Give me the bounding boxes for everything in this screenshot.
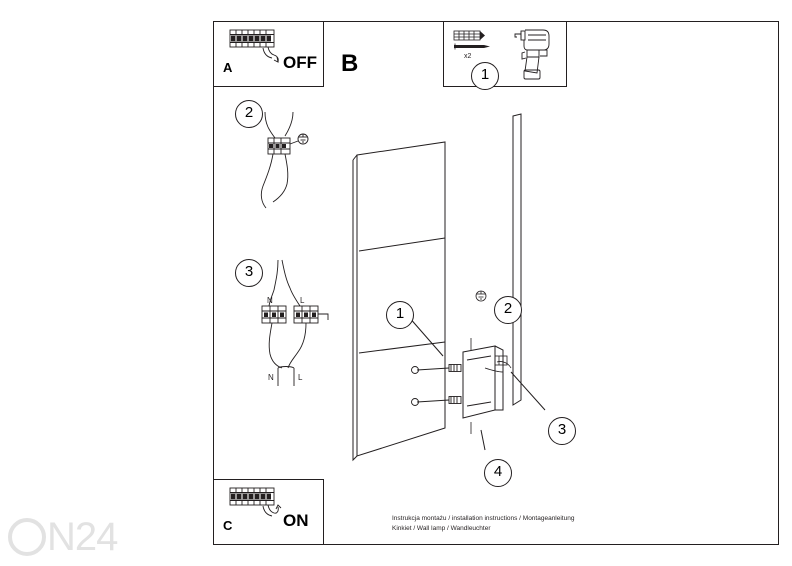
assembly-callout-2: 2 xyxy=(494,296,522,324)
power-off-label: OFF xyxy=(283,53,317,72)
assembly-callout-1: 1 xyxy=(386,301,414,329)
section-c-letter: C xyxy=(223,518,233,533)
step-3-wiring-diagram xyxy=(248,258,332,390)
step-2-number: 2 xyxy=(235,100,263,128)
svg-text:x2: x2 xyxy=(464,53,472,60)
circuit-breaker-off-icon xyxy=(228,26,284,68)
tools-step-number: 1 xyxy=(471,62,499,90)
assembly-callout-4: 4 xyxy=(484,459,512,487)
watermark-on24 xyxy=(8,515,117,560)
drill-icon xyxy=(513,26,559,82)
svg-text:N: N xyxy=(267,296,273,305)
svg-text:L: L xyxy=(298,373,303,382)
section-b-letter: B xyxy=(341,50,359,77)
power-on-label: ON xyxy=(283,511,309,530)
footer-caption xyxy=(392,514,574,534)
svg-text:L: L xyxy=(300,296,305,305)
section-a-letter: A xyxy=(223,60,233,75)
circuit-breaker-on-icon xyxy=(228,484,284,526)
step-2-connector-diagram xyxy=(243,110,313,220)
step-3-number: 3 xyxy=(235,259,263,287)
caption-line-1: Instrukcja montażu / installation instructions / Montageanleitung xyxy=(392,515,575,522)
caption-line-2: Kinkiet / Wall lamp / Wandleuchter xyxy=(392,525,491,533)
watermark-o-ring xyxy=(8,518,46,556)
watermark-text: N24 xyxy=(47,515,118,559)
wall-plug-and-screw-icons xyxy=(452,28,512,60)
assembly-callout-3: 3 xyxy=(548,417,576,445)
svg-text:N: N xyxy=(268,373,274,382)
